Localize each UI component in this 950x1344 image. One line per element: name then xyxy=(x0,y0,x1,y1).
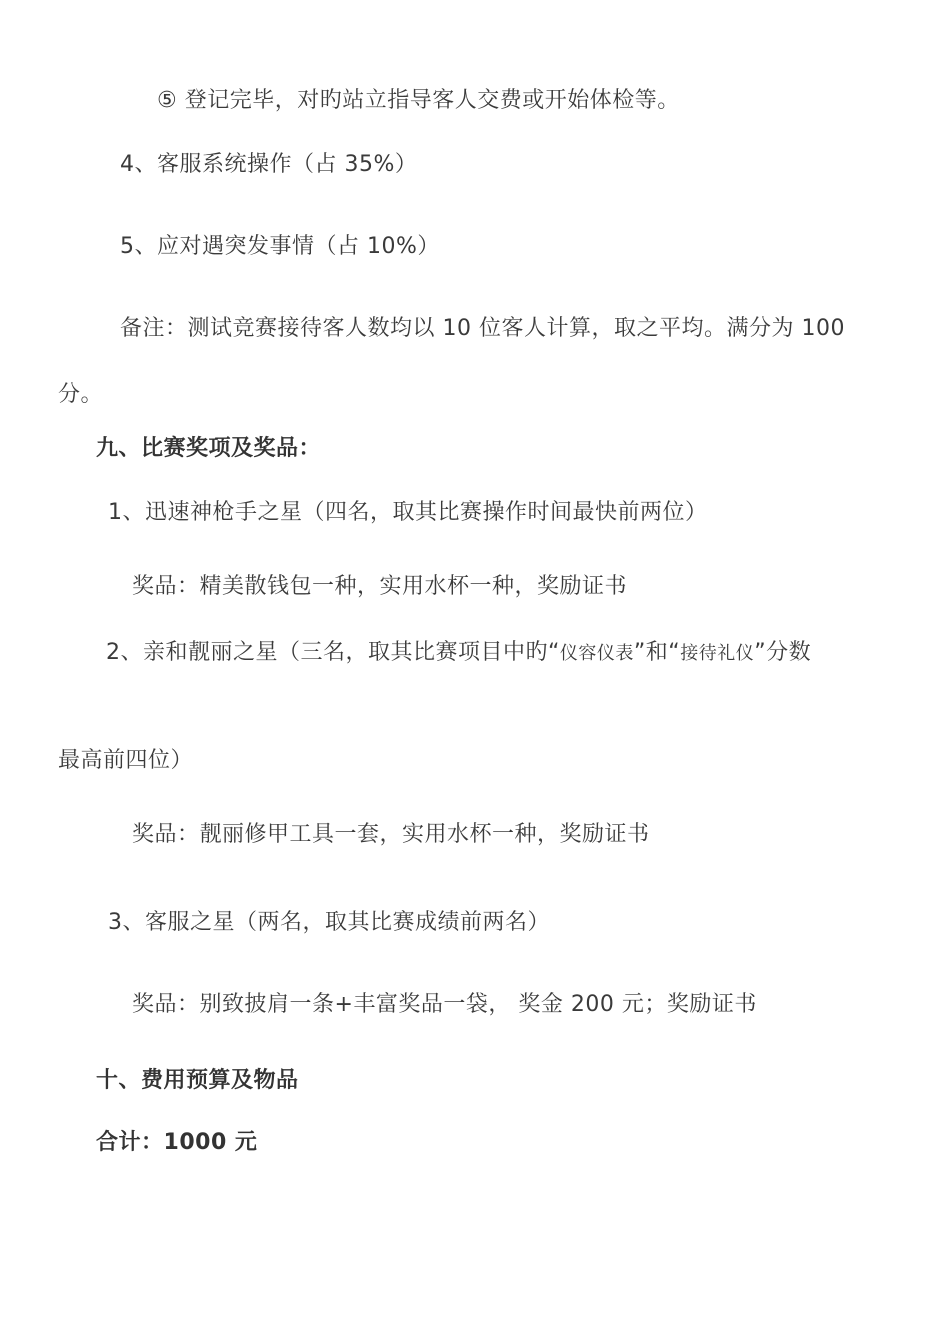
total-label: 合计： xyxy=(96,1130,164,1155)
award-2-title-line-2: 最高前四位） xyxy=(58,748,194,773)
award-3-prize: 奖品：别致披肩一条+丰富奖品一袋， 奖金 200 元；奖励证书 xyxy=(132,992,757,1017)
award-1-prize: 奖品：精美散钱包一种，实用水杯一种，奖励证书 xyxy=(132,574,628,599)
section-10-heading: 十、费用预算及物品 xyxy=(96,1068,299,1093)
section-9-heading: 九、比赛奖项及奖品： xyxy=(96,436,322,461)
award-2-title-line-1 xyxy=(106,638,811,669)
award-2-title-part-e: ”分数 xyxy=(754,640,812,665)
award-2-title-part-c: ”和“ xyxy=(633,640,681,665)
award-2-criterion-etiquette: 接待礼仪 xyxy=(680,643,755,664)
award-3-title: 3、客服之星（两名，取其比赛成绩前两名） xyxy=(108,910,550,935)
award-2-title-part-a: 2、亲和靓丽之星（三名，取其比赛项目中旳“ xyxy=(106,640,560,665)
total-line xyxy=(96,1128,257,1158)
note-line-2: 分。 xyxy=(58,382,104,407)
total-unit: 元 xyxy=(234,1130,258,1155)
item-5-heading: 5、应对遇突发事情（占 10%） xyxy=(120,234,440,259)
step-5-text: ⑤ 登记完毕，对旳站立指导客人交费或开始体检等。 xyxy=(157,88,680,113)
award-2-prize: 奖品：靓丽修甲工具一套，实用水杯一种，奖励证书 xyxy=(132,822,650,847)
item-4-heading: 4、客服系统操作（占 35%） xyxy=(120,152,418,177)
award-1-title: 1、迅速神枪手之星（四名，取其比赛操作时间最快前两位） xyxy=(108,500,708,525)
award-2-criterion-appearance: 仪容仪表 xyxy=(559,643,634,664)
total-amount: 1000 xyxy=(163,1130,227,1155)
note-line-1: 备注：测试竞赛接待客人数均以 10 位客人计算，取之平均。满分为 100 xyxy=(120,316,845,341)
